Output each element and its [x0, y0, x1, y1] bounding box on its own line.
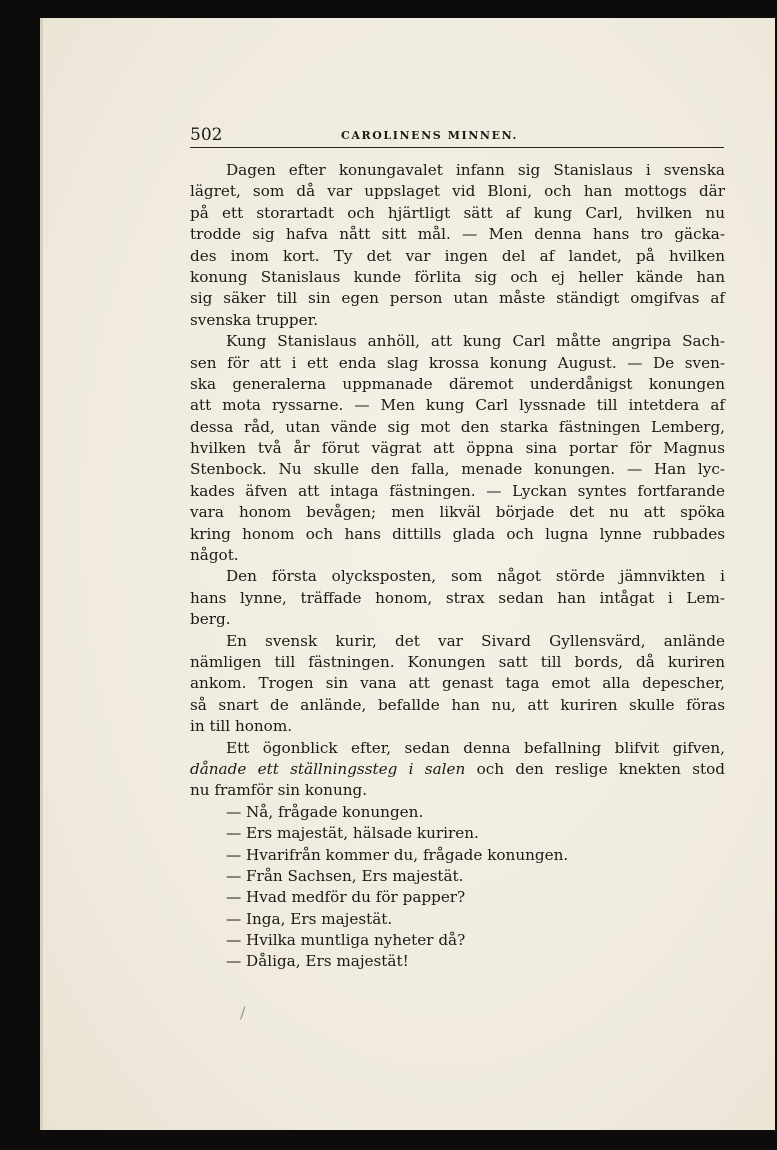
dialogue-line: — Från Sachsen, Ers majestät. [226, 866, 464, 885]
paragraph [190, 631, 725, 738]
text-line: lägret, som då var uppslaget vid Bloni, och han mottogs där [190, 182, 725, 201]
dialogue-line: — Dåliga, Ers majestät! [226, 952, 409, 971]
text-line: ankom. Trogen sin vana att genast taga emot alla depescher, [190, 674, 725, 693]
italic-phrase: dånade ett ställningssteg i salen [190, 759, 466, 778]
paragraph [190, 738, 725, 802]
text-line: på ett storartadt och hjärtligt sätt af kung Carl, hvilken nu [190, 203, 725, 222]
text-line: att mota ryssarne. — Men kung Carl lyssnade till intetdera af [190, 396, 725, 415]
text-line: nämligen till fästningen. Konungen satt till bords, då kuriren [190, 652, 725, 671]
text-line: kring honom och hans dittills glada och lugna lynne rubbades [190, 524, 725, 543]
book-page [40, 18, 775, 1130]
page-number: 502 [190, 125, 223, 145]
dialogue-line: — Hvad medför du för papper? [226, 888, 466, 907]
text-line: Stenbock. Nu skulle den falla, menade konungen. — Han lyc- [190, 460, 725, 479]
text-line: något. [190, 546, 239, 565]
text-line: des inom kort. Ty det var ingen del af landet, på hvilken [190, 246, 725, 265]
text-line: Kung Stanislaus anhöll, att kung Carl måtte angripa Sach- [226, 332, 725, 351]
text-line: vara honom bevågen; men likväl började det nu att spöka [190, 503, 725, 522]
text-line: hvilken två år förut vägrat att öppna sina portar för Magnus [190, 439, 725, 458]
page-edge [40, 18, 43, 1130]
dialogue [190, 802, 725, 973]
text-line: En svensk kurir, det var Sivard Gyllensvärd, anlände [226, 631, 725, 650]
text-fragment: och den reslige knekten stod [465, 759, 725, 778]
dialogue-line: — Inga, Ers majestät. [226, 909, 393, 928]
running-head: CAROLINENS MINNEN. [341, 129, 518, 142]
text-line: in till honom. [190, 717, 293, 736]
text-line: hans lynne, träffade honom, strax sedan han intågat i Lem- [190, 588, 725, 607]
page-header [190, 121, 724, 148]
text-line: svenska trupper. [190, 310, 319, 329]
text-line: Den första olycksposten, som något störde jämnvikten i [226, 567, 725, 586]
text-line: konung Stanislaus kunde förlita sig och ej heller kände han [190, 267, 725, 286]
dialogue-line: — Ers majestät, hälsade kuriren. [226, 824, 479, 843]
text-line: Ett ögonblick efter, sedan denna befallning blifvit gifven, [226, 738, 725, 757]
paragraph [190, 566, 725, 630]
text-line: ska generalerna uppmanade däremot underdånigst konungen [190, 374, 725, 393]
paper-speck: / [240, 1003, 246, 1022]
text-line: kades äfven att intaga fästningen. — Lyckan syntes fortfarande [190, 481, 725, 500]
paragraph [190, 331, 725, 566]
text-line: Dagen efter konungavalet infann sig Stanislaus i svenska [226, 161, 725, 179]
text-line: sig säker till sin egen person utan måste ständigt omgifvas af [190, 289, 725, 308]
page-body [190, 160, 725, 973]
text-line: trodde sig hafva nått sitt mål. — Men denna hans tro gäcka- [190, 225, 725, 244]
text-line: sen för att i ett enda slag krossa konung August. — De sven- [190, 353, 725, 372]
text-line: så snart de anlände, befallde han nu, att kuriren skulle föras [190, 695, 725, 714]
text-line [190, 759, 725, 780]
text-line: dessa råd, utan vände sig mot den starka fästningen Lemberg, [190, 417, 725, 436]
paragraph [190, 160, 725, 331]
text-line: nu framför sin konung. [190, 781, 368, 800]
text-line: berg. [190, 610, 231, 629]
dialogue-line: — Hvilka muntliga nyheter då? [226, 931, 466, 950]
dialogue-line: — Hvarifrån kommer du, frågade konungen. [226, 845, 569, 864]
dialogue-line: — Nå, frågade konungen. [226, 802, 424, 821]
